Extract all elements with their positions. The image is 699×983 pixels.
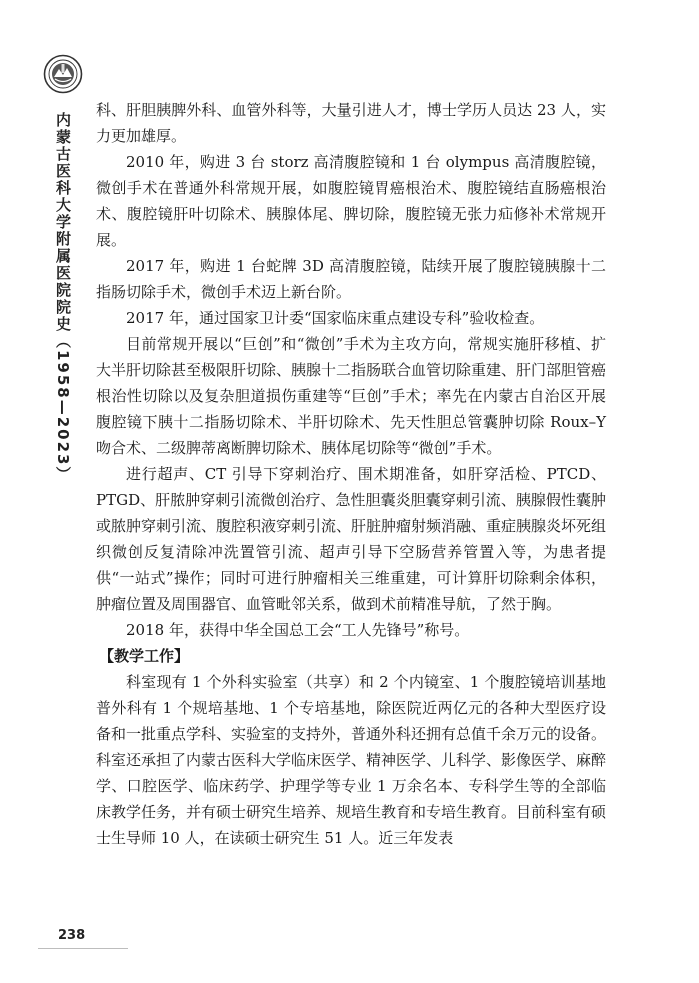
paragraph-teaching: 科室现有 1 个外科实验室（共享）和 2 个内镜室、1 个腹腔镜培训基地普外科有 1 个规培基地、1 个专培基地，除医院近两亿元的各种大型医疗设备和一批重点学科、实验室的支持外，普通外科还拥有总值千余万元的设备。科室还承担了内蒙古医科大学临床医学、精神医学、儿科学、影像医学、麻醉学、口腔医学、临床药学、护理学等专业 1 万余名本、专科学生等的全部临床教学任务，并有硕士研究生培养、规培生教育和专培生教育。目前科室有硕士生导师 10 人，在读硕士研究生 51 人。近三年发表: [96, 673, 607, 847]
section-heading-teaching: 【教学工作】: [99, 647, 190, 665]
paragraph-continuation: 科、肝胆胰脾外科、血管外科等，大量引进人才，博士学历人员达 23 人，实力更加雄厚。: [96, 101, 606, 145]
paragraph-2017-3d-laparoscope: 2017 年，购进 1 台蛇牌 3D 高清腹腔镜，陆续开展了腹腔镜胰腺十二指肠切除手术，微创手术迈上新台阶。: [96, 257, 606, 301]
footer-rule: [38, 948, 128, 949]
page-number: 238: [58, 928, 86, 943]
paragraph-2018-award: 2018 年，获得中华全国总工会“工人先锋号”称号。: [126, 621, 470, 639]
running-title: 内蒙古医科大学附属医院院史（1958—2023）: [54, 112, 72, 484]
page-margin: [38, 48, 88, 948]
paragraph-2017-key-specialty: 2017 年，通过国家卫计委“国家临床重点建设专科”验收检查。: [126, 309, 545, 327]
body-text: [96, 97, 606, 851]
paragraph-2010-laparoscopes: 2010 年，购进 3 台 storz 高清腹腔镜和 1 台 olympus 高清腹腔镜，微创手术在普通外科常规开展，如腹腔镜胃癌根治术、腹腔镜结直肠癌根治术、腹腔镜肝叶切除术、胰腺体尾、脾切除，腹腔镜无张力疝修补术常规开展。: [96, 153, 606, 249]
paragraph-interventional: 进行超声、CT 引导下穿刺治疗、围术期准备，如肝穿活检、PTCD、PTGD、肝脓肿穿刺引流微创治疗、急性胆囊炎胆囊穿刺引流、胰腺假性囊肿或脓肿穿刺引流、腹腔积液穿刺引流、肝脏肿瘤射频消融、重症胰腺炎坏死组织微创反复清除冲洗置管引流、超声引导下空肠营养管置入等，为患者提供“一站式”操作；同时可进行肿瘤相关三维重建，可计算肝切除剩余体积，肿瘤位置及周围器官、血管毗邻关系，做到术前精准导航，了然于胸。: [96, 465, 607, 613]
university-emblem-icon: [43, 54, 83, 94]
paragraph-surgery-directions: 目前常规开展以“巨创”和“微创”手术为主攻方向，常规实施肝移植、扩大半肝切除甚至极限肝切除、胰腺十二指肠联合血管切除重建、肝门部胆管癌根治性切除以及复杂胆道损伤重建等“巨创”手术；率先在内蒙古自治区开展腹腔镜下胰十二指肠切除术、半肝切除术、先天性胆总管囊肿切除 Roux–Y 吻合术、二级脾蒂离断脾切除术、胰体尾切除等“微创”手术。: [96, 335, 607, 457]
